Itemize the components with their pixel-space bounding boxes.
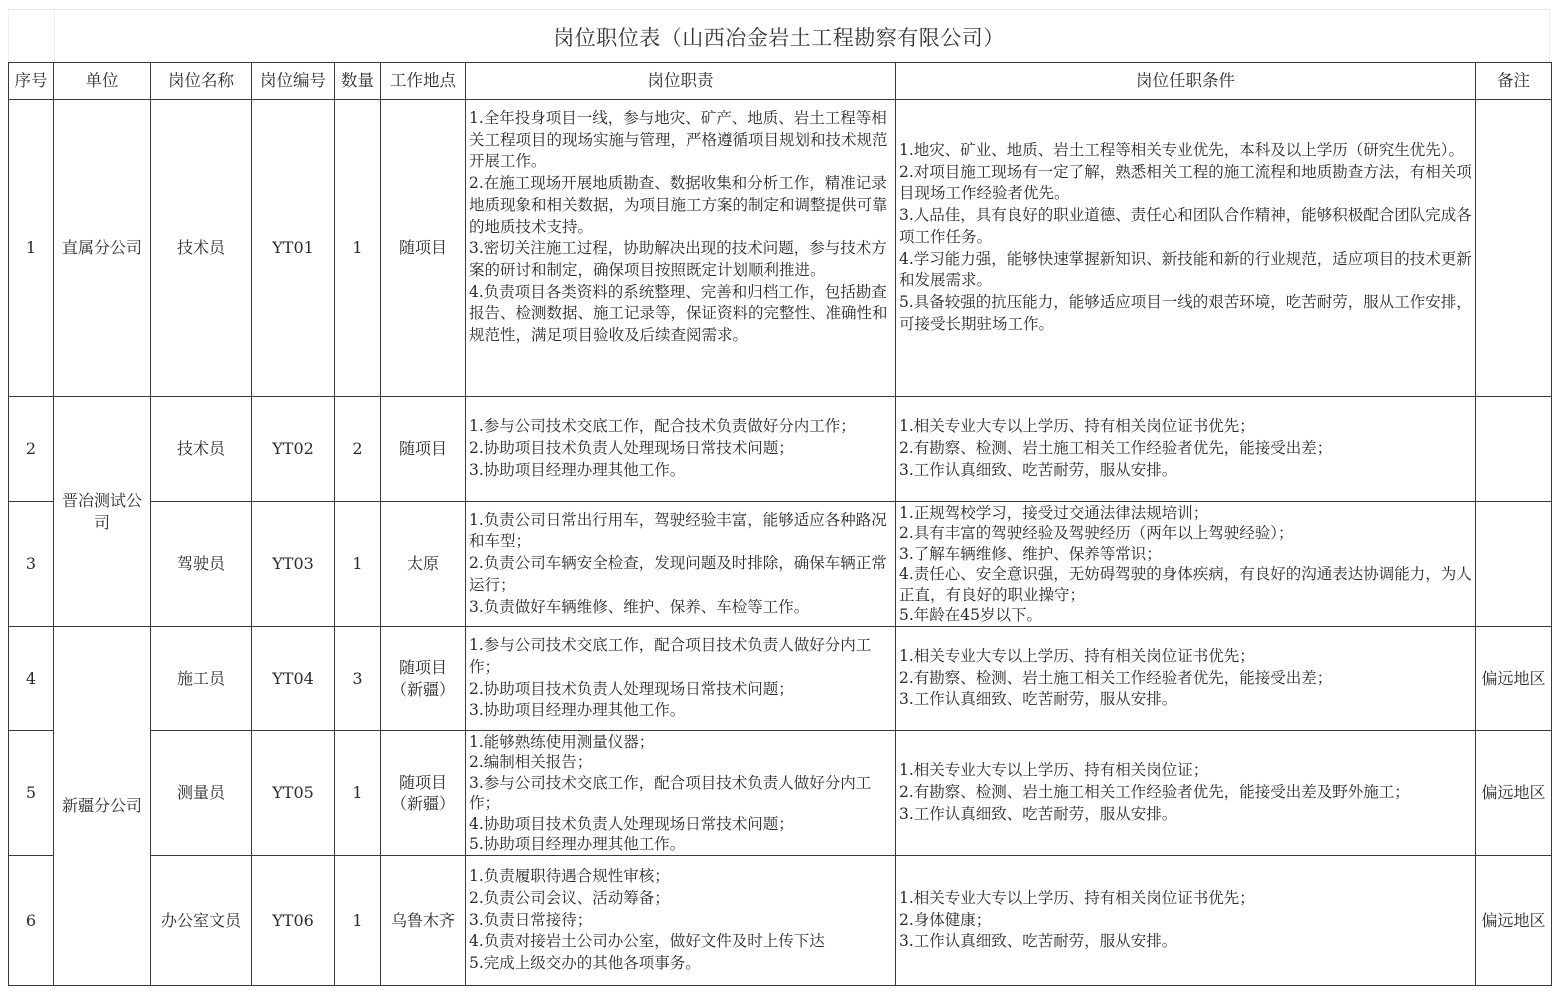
cell-position: 技术员 (151, 397, 252, 502)
duty-item: 1.全年投身项目一线，参与地灾、矿产、地质、岩土工程等相关工程项目的现场实施与管理，严格遵循项目规划和技术规范开展工作。 (469, 109, 888, 171)
cell-location (381, 502, 466, 627)
requirement-item: 2.有勘察、检测、岩土施工相关工作经验者优先，能接受出差及野外施工； (899, 783, 1410, 802)
table-row (9, 731, 1552, 856)
cell-code: YT03 (252, 502, 335, 627)
cell-code: YT02 (252, 397, 335, 502)
header-code: 岗位编号 (252, 63, 335, 100)
requirement-item: 1.相关专业大专以上学历、持有相关岗位证； (899, 761, 1209, 780)
cell-requirements (896, 502, 1476, 627)
duty-item: 1.参与公司技术交底工作，配合技术负责做好分内工作； (469, 417, 856, 436)
duty-item: 5.协助项目经理办理其他工作。 (469, 835, 686, 853)
cell-count: 3 (335, 627, 381, 731)
location-line: （新疆） (390, 794, 455, 813)
duty-item: 2.协助项目技术负责人处理现场日常技术问题； (469, 679, 794, 698)
location-line: 随项目 (398, 238, 447, 258)
duty-item: 1.能够熟练使用测量仪器； (469, 732, 655, 751)
requirement-item: 1.正规驾校学习，接受过交通法律法规培训； (899, 503, 1209, 522)
cell-note (1476, 100, 1552, 397)
requirement-item: 3.工作认真细致、吃苦耐劳，服从安排。 (899, 932, 1178, 951)
header-row (9, 63, 1552, 100)
cell-duties (466, 397, 896, 502)
cell-location (381, 731, 466, 856)
location-line: （新疆） (390, 679, 455, 699)
requirement-item: 2.具有丰富的驾驶经验及驾驶经历（两年以上驾驶经验）； (899, 524, 1294, 542)
requirement-item: 3.工作认真细致、吃苦耐劳，服从安排。 (899, 804, 1178, 823)
requirement-item: 1.相关专业大专以上学历、持有相关岗位证书优先； (899, 646, 1255, 665)
cell-unit: 新疆分公司 (54, 627, 151, 986)
cell-seq: 2 (9, 397, 54, 502)
duty-item: 3.密切关注施工过程，协助解决出现的技术问题，参与技术方案的研讨和制定，确保项目按照既定计划顺利推进。 (469, 239, 887, 279)
location-line: 随项目 (398, 772, 447, 792)
duty-item: 2.编制相关报告； (469, 753, 593, 771)
cell-duties (466, 502, 896, 627)
requirement-item: 2.对项目施工现场有一定了解，熟悉相关工程的施工流程和地质勘查方法，有相关项目现场工作经验者优先。 (899, 162, 1472, 203)
duty-item: 3.参与公司技术交底工作，配合项目技术负责人做好分内工作； (469, 773, 872, 812)
requirement-item: 1.地灾、矿业、地质、岩土工程等相关专业优先，本科及以上学历（研究生优先）。 (899, 141, 1465, 159)
cell-location (381, 397, 466, 502)
duty-item: 2.协助项目技术负责人处理现场日常技术问题； (469, 439, 794, 458)
duty-item: 1.参与公司技术交底工作，配合项目技术负责人做好分内工作； (469, 636, 872, 676)
cell-code: YT05 (252, 731, 335, 856)
requirement-item: 2.有勘察、检测、岩土施工相关工作经验者优先，能接受出差； (899, 668, 1333, 687)
duty-item: 4.负责项目各类资料的系统整理、完善和归档工作，包括勘查报告、检测数据、施工记录等，保证资料的完整性、准确性和规范性，满足项目验收及后续查阅需求。 (469, 282, 888, 345)
table-row (9, 856, 1552, 986)
duty-item: 1.负责公司日常出行用车，驾驶经验丰富，能够适应各种路况和车型； (469, 510, 887, 551)
cell-duties (466, 856, 896, 986)
requirement-item: 3.工作认真细致、吃苦耐劳，服从安排。 (899, 460, 1178, 479)
location-line: 随项目 (398, 658, 447, 677)
cell-duties (466, 627, 896, 731)
requirement-item: 2.有勘察、检测、岩土施工相关工作经验者优先，能接受出差； (899, 439, 1333, 458)
cell-requirements (896, 397, 1476, 502)
requirement-item: 5.年龄在45岁以下。 (899, 606, 1043, 624)
header-location: 工作地点 (381, 63, 466, 100)
table-row (9, 502, 1552, 627)
requirement-item: 3.工作认真细致、吃苦耐劳，服从安排。 (899, 690, 1178, 709)
duty-item: 3.协助项目经理办理其他工作。 (469, 460, 686, 479)
location-line: 随项目 (398, 439, 447, 459)
cell-seq: 4 (9, 627, 54, 731)
cell-seq: 5 (9, 731, 54, 856)
duty-item: 5.完成上级交办的其他各项事务。 (469, 954, 701, 973)
cell-location (381, 856, 466, 986)
duty-item: 2.负责公司会议、活动筹备； (469, 888, 670, 907)
requirement-item: 2.身体健康； (899, 910, 992, 929)
cell-location (381, 100, 466, 397)
cell-note: 偏远地区 (1476, 856, 1552, 986)
cell-code: YT06 (252, 856, 335, 986)
duty-item: 3.负责做好车辆维修、维护、保养、车检等工作。 (469, 597, 810, 616)
requirement-item: 5.具备较强的抗压能力，能够适应项目一线的艰苦环境，吃苦耐劳，服从工作安排，可接受长期驻场工作。 (899, 292, 1472, 333)
requirement-item: 1.相关专业大专以上学历、持有相关岗位证书优先； (899, 888, 1255, 907)
cell-location (381, 627, 466, 731)
duty-item: 4.负责对接岩土公司办公室，做好文件及时上传下达 (469, 932, 825, 951)
header-unit: 单位 (54, 63, 151, 100)
cell-count: 1 (335, 502, 381, 627)
cell-seq: 3 (9, 502, 54, 627)
cell-position: 驾驶员 (151, 502, 252, 627)
table-row (9, 627, 1552, 731)
duty-item: 1.负责履职待遇合规性审核； (469, 867, 670, 886)
cell-position: 测量员 (151, 731, 252, 856)
cell-note (1476, 397, 1552, 502)
requirement-item: 1.相关专业大专以上学历、持有相关岗位证书优先； (899, 417, 1255, 436)
duty-item: 2.负责公司车辆安全检查，发现问题及时排除，确保车辆正常运行； (469, 554, 887, 594)
cell-position: 技术员 (151, 100, 252, 397)
duty-item: 2.在施工现场开展地质勘查、数据收集和分析工作，精准记录地质现象和相关数据，为项目施工方案的制定和调整提供可靠的地质技术支持。 (469, 174, 888, 236)
cell-seq: 6 (9, 856, 54, 986)
cell-seq: 1 (9, 100, 54, 397)
positions-table (8, 62, 1552, 986)
header-count: 数量 (335, 63, 381, 100)
location-line: 乌鲁木齐 (390, 910, 455, 930)
cell-code: YT04 (252, 627, 335, 731)
duty-item: 3.协助项目经理办理其他工作。 (469, 701, 686, 720)
requirement-item: 3.了解车辆维修、维护、保养等常识； (899, 544, 1162, 563)
location-line: 太原 (406, 554, 439, 574)
table-row (9, 397, 1552, 502)
cell-note: 偏远地区 (1476, 627, 1552, 731)
cell-requirements (896, 627, 1476, 731)
duty-item: 4.协助项目技术负责人处理现场日常技术问题； (469, 814, 794, 833)
cell-duties (466, 731, 896, 856)
cell-requirements (896, 731, 1476, 856)
cell-count: 2 (335, 397, 381, 502)
header-duties: 岗位职责 (466, 63, 896, 100)
cell-note (1476, 502, 1552, 627)
header-note: 备注 (1476, 63, 1552, 100)
page-title: 岗位职位表（山西冶金岩土工程勘察有限公司） (553, 26, 1005, 50)
requirement-item: 4.责任心、安全意识强，无妨碍驾驶的身体疾病，有良好的沟通表达协调能力，为人正直，有良好的职业操守； (899, 565, 1472, 604)
cell-unit: 晋冶测试公司 (54, 397, 151, 627)
title-bar (8, 9, 1550, 62)
cell-duties (466, 100, 896, 397)
cell-count: 1 (335, 731, 381, 856)
header-seq: 序号 (9, 63, 54, 100)
cell-requirements (896, 100, 1476, 397)
requirement-item: 4.学习能力强，能够快速掌握新知识、新技能和新的行业规范，适应项目的技术更新和发展需求。 (899, 249, 1472, 290)
cell-count: 1 (335, 856, 381, 986)
cell-position: 施工员 (151, 627, 252, 731)
table-row (9, 100, 1552, 397)
cell-note: 偏远地区 (1476, 731, 1552, 856)
cell-requirements (896, 856, 1476, 986)
cell-count: 1 (335, 100, 381, 397)
cell-unit: 直属分公司 (54, 100, 151, 397)
duty-item: 3.负责日常接待； (469, 910, 593, 929)
cell-code: YT01 (252, 100, 335, 397)
cell-position: 办公室文员 (151, 856, 252, 986)
requirement-item: 3.人品佳，具有良好的职业道德、责任心和团队合作精神，能够积极配合团队完成各项工作任务。 (899, 206, 1472, 246)
header-requirements: 岗位任职条件 (896, 63, 1476, 100)
header-position: 岗位名称 (151, 63, 252, 100)
